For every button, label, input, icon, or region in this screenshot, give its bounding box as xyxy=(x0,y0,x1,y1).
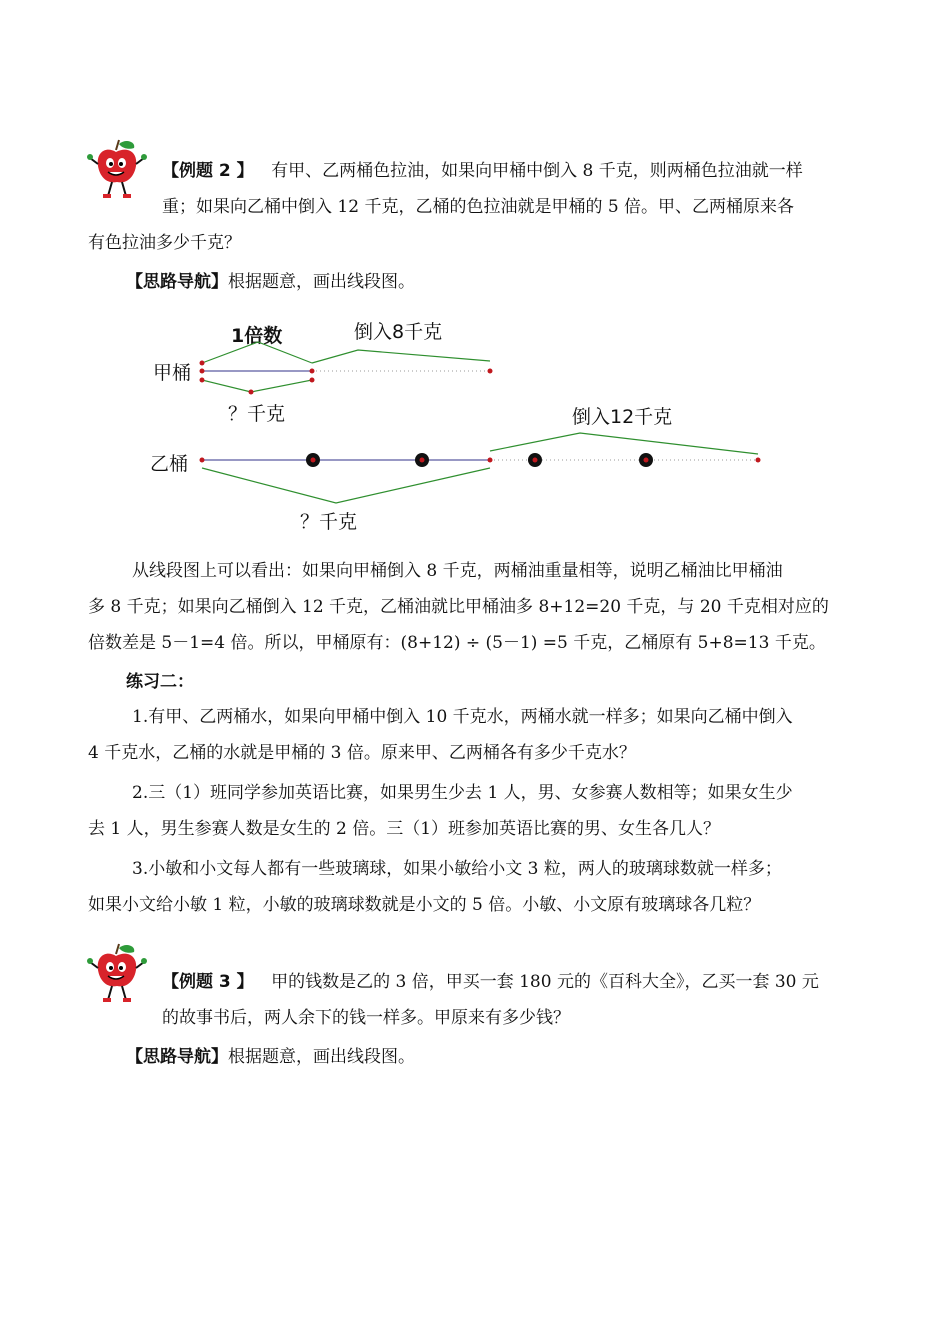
example2-tag: 【例题 2 】 xyxy=(162,161,254,181)
yi-division-marker xyxy=(528,453,542,467)
pour12-brace xyxy=(490,433,758,454)
apple-mascot-icon xyxy=(86,942,148,1006)
hint1 xyxy=(126,271,415,293)
hint2-label: 【思路导航】 xyxy=(126,1047,228,1067)
example3-line2: 的故事书后，两人余下的钱一样多。甲原来有多少钱？ xyxy=(162,1008,570,1028)
hint1-text: 根据题意，画出线段图。 xyxy=(228,272,415,292)
hint1-label: 【思路导航】 xyxy=(126,272,228,292)
jia-label: 甲桶 xyxy=(153,362,192,384)
jia-point xyxy=(200,369,205,374)
explanation-line1: 从线段图上可以看出：如果向甲桶倒入 8 千克，两桶油重量相等，说明乙桶油比甲桶油 xyxy=(132,561,783,581)
yi-point xyxy=(488,458,493,463)
example3-text1: 甲的钱数是乙的 3 倍，甲买一套 180 元的《百科大全》，乙买一套 30 元 xyxy=(271,972,819,992)
jia-bottom-brace xyxy=(202,380,312,392)
pour12-label: 倒入12千克 xyxy=(572,406,673,428)
jia-point xyxy=(249,390,254,395)
practice-q2-line1: 2.三（1）班同学参加英语比赛，如果男生少去 1 人，男、女参赛人数相等；如果女生少 xyxy=(132,783,793,803)
practice-title: 练习二： xyxy=(126,672,194,692)
practice-q1-line1: 1.有甲、乙两桶水，如果向甲桶中倒入 10 千克水，两桶水就一样多；如果向乙桶中倒入 xyxy=(132,707,793,727)
hint2 xyxy=(126,1046,415,1068)
explanation-line3: 倍数差是 5－1=4 倍。所以，甲桶原有：(8+12) ÷ (5－1) =5 千克，乙桶原有 5+8=13 千克。 xyxy=(88,633,826,653)
jia-point xyxy=(488,369,493,374)
apple-mascot-icon xyxy=(86,138,148,202)
yi-division-marker xyxy=(415,453,429,467)
hint2-text: 根据题意，画出线段图。 xyxy=(228,1047,415,1067)
example2-line2: 重；如果向乙桶中倒入 12 千克，乙桶的色拉油就是甲桶的 5 倍。甲、乙两桶原来各 xyxy=(162,197,795,217)
example2-text1: 有甲、乙两桶色拉油，如果向甲桶中倒入 8 千克，则两桶色拉油就一样 xyxy=(271,161,803,181)
yi-label: 乙桶 xyxy=(150,453,189,475)
explanation-line2: 多 8 千克；如果向乙桶倒入 12 千克，乙桶油就比甲桶油多 8+12=20 千克，与 20 千克相对应的 xyxy=(88,597,829,617)
q-kg-yi-label: ？千克 xyxy=(300,511,358,533)
yi-bottom-brace xyxy=(202,468,490,503)
yi-division-marker xyxy=(639,453,653,467)
practice-q2-line2: 去 1 人，男生参赛人数是女生的 2 倍。三（1）班参加英语比赛的男、女生各几人？ xyxy=(88,819,721,839)
q-kg-jia-label: ？千克 xyxy=(228,403,286,425)
pour8-label: 倒入8千克 xyxy=(354,321,443,343)
yi-point xyxy=(200,458,205,463)
example2-line3: 有色拉油多少千克？ xyxy=(88,233,241,253)
line-segment-diagram xyxy=(0,300,950,540)
jia-point xyxy=(310,378,315,383)
pour8-brace xyxy=(312,350,490,363)
practice-q3-line1: 3.小敏和小文每人都有一些玻璃球，如果小敏给小文 3 粒，两人的玻璃球数就一样多； xyxy=(132,859,782,879)
jia-point xyxy=(200,361,205,366)
example2-line1 xyxy=(162,160,803,182)
yi-division-marker xyxy=(306,453,320,467)
jia-point xyxy=(310,369,315,374)
yi-point xyxy=(756,458,761,463)
practice-q1-line2: 4 千克水，乙桶的水就是甲桶的 3 倍。原来甲、乙两桶各有多少千克水？ xyxy=(88,743,636,763)
example3-tag: 【例题 3 】 xyxy=(162,972,254,992)
jia-point xyxy=(200,378,205,383)
one-times-label: 1倍数 xyxy=(231,325,283,347)
example3-line1 xyxy=(162,971,819,993)
practice-q3-line2: 如果小文给小敏 1 粒，小敏的玻璃球数就是小文的 5 倍。小敏、小文原有玻璃球各几粒？ xyxy=(88,895,761,915)
